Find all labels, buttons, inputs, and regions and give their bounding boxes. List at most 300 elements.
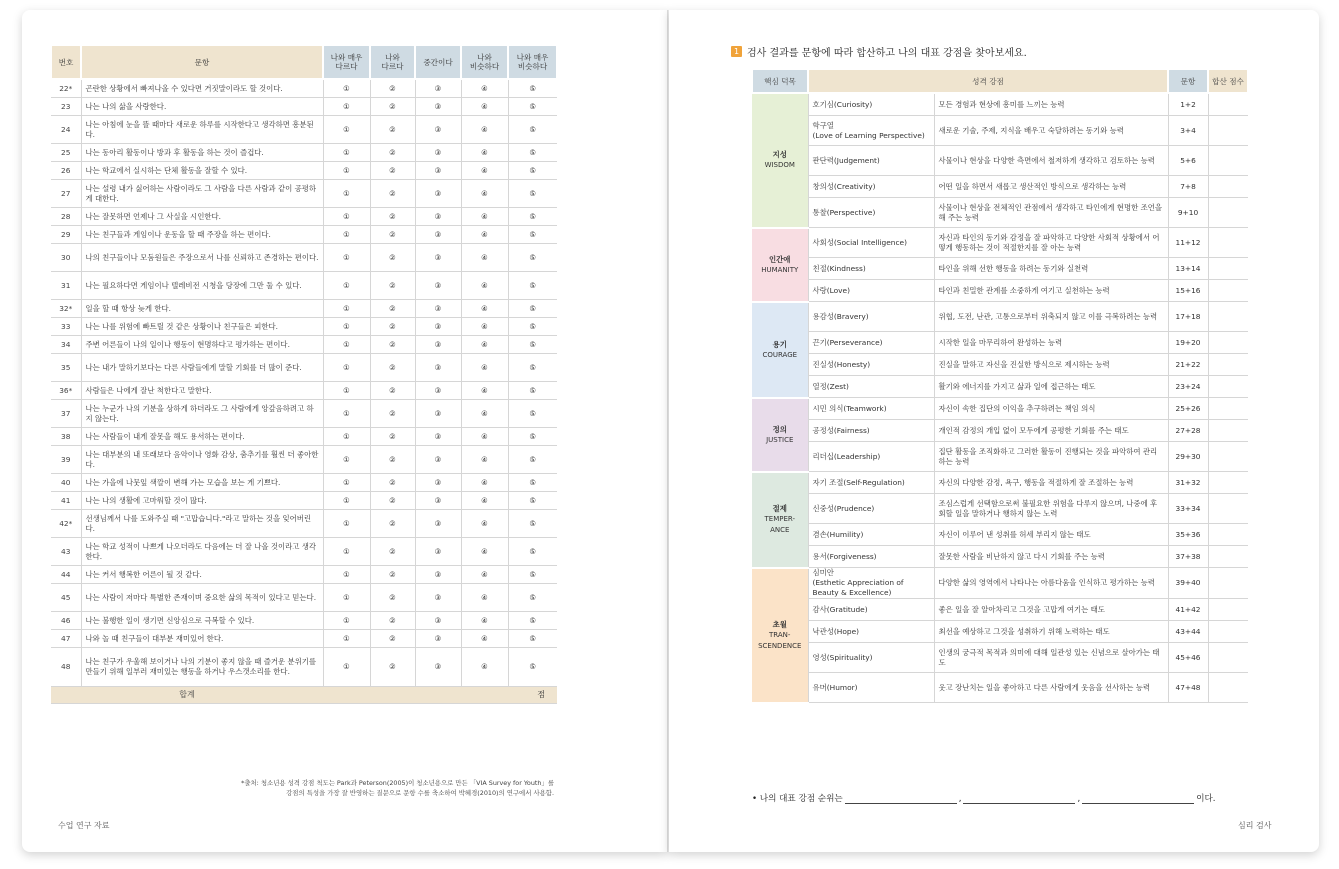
answer-option-1[interactable]: ①: [323, 79, 370, 98]
answer-option-2[interactable]: ②: [370, 318, 415, 336]
strength-description: 모든 경험과 현상에 흥미를 느끼는 능력: [934, 93, 1168, 116]
header-very-different: 나와 매우 다르다: [323, 45, 370, 79]
virtue-name-en: JUSTICE: [766, 435, 794, 444]
strength-row: [752, 302, 1248, 332]
sum-score-cell[interactable]: [1208, 93, 1248, 116]
answer-option-2[interactable]: ②: [370, 116, 415, 144]
sum-score-cell[interactable]: [1208, 398, 1248, 420]
question-row: [51, 584, 557, 612]
question-row: [51, 510, 557, 538]
question-number: 26: [51, 162, 81, 180]
answer-option-3[interactable]: ③: [415, 336, 461, 354]
answer-option-1[interactable]: ①: [323, 446, 370, 474]
strength-name: 진실성(Honesty): [808, 354, 934, 376]
answer-option-1[interactable]: ①: [323, 180, 370, 208]
answer-option-4[interactable]: ④: [461, 382, 508, 400]
answer-option-4[interactable]: ④: [461, 226, 508, 244]
footnote-line-1: *출처: 청소년용 성격 강점 척도는 Park과 Peterson(2005)이 청소년용으로 만든 「VIA Survey for Youth」를: [241, 779, 554, 787]
question-text: 사람들은 나에게 잘난 척한다고 말한다.: [81, 382, 323, 400]
total-score[interactable]: 점: [323, 687, 557, 704]
strength-description: 좋은 일을 잘 알아차리고 그것을 고맙게 여기는 태도: [934, 599, 1168, 621]
sum-score-cell[interactable]: [1208, 621, 1248, 643]
strength-name: 용서(Forgiveness): [808, 546, 934, 568]
sum-score-cell[interactable]: [1208, 198, 1248, 228]
header-similar: 나와 비슷하다: [461, 45, 508, 79]
answer-option-4[interactable]: ④: [461, 474, 508, 492]
strength-row: [752, 546, 1248, 568]
answer-option-5[interactable]: ⑤: [508, 354, 557, 382]
answer-option-1[interactable]: ①: [323, 630, 370, 648]
question-row: [51, 630, 557, 648]
answer-option-2[interactable]: ②: [370, 98, 415, 116]
strength-description: 웃고 장난치는 일을 좋아하고 다른 사람에게 웃음을 선사하는 능력: [934, 673, 1168, 703]
strength-description: 최선을 예상하고 그것을 성취하기 위해 노력하는 태도: [934, 621, 1168, 643]
question-number: 24: [51, 116, 81, 144]
question-text: 일을 할 때 항상 늦게 한다.: [81, 300, 323, 318]
strength-name: 자기 조절(Self-Regulation): [808, 472, 934, 494]
answer-option-2[interactable]: ②: [370, 208, 415, 226]
strength-items: 7+8: [1168, 176, 1208, 198]
answer-option-3[interactable]: ③: [415, 354, 461, 382]
answer-option-5[interactable]: ⑤: [508, 538, 557, 566]
question-row: [51, 162, 557, 180]
answer-option-4[interactable]: ④: [461, 180, 508, 208]
strength-description: 조심스럽게 선택함으로써 불필요한 위험을 다루지 않으며, 나중에 후회할 일을 말하거나 행하지 않는 노력: [934, 494, 1168, 524]
question-text: 나는 친구들과 게임이나 운동을 할 때 주장을 하는 편이다.: [81, 226, 323, 244]
answer-option-1[interactable]: ①: [323, 584, 370, 612]
question-text: 나는 잘못하면 언제나 그 사실을 시인한다.: [81, 208, 323, 226]
strength-items: 17+18: [1168, 302, 1208, 332]
answer-option-4[interactable]: ④: [461, 584, 508, 612]
question-text: 나는 누군가 나의 기분을 상하게 하더라도 그 사람에게 앙갚음하려고 하지 않는다.: [81, 400, 323, 428]
strength-row: [752, 621, 1248, 643]
question-number: 30: [51, 244, 81, 272]
header-different: 나와 다르다: [370, 45, 415, 79]
answer-option-5[interactable]: ⑤: [508, 400, 557, 428]
question-text: 나는 커서 행복한 어른이 될 것 같다.: [81, 566, 323, 584]
answer-option-5[interactable]: ⑤: [508, 318, 557, 336]
answer-option-2[interactable]: ②: [370, 538, 415, 566]
strengths-header-row: [752, 69, 1248, 93]
answer-option-4[interactable]: ④: [461, 510, 508, 538]
answer-option-3[interactable]: ③: [415, 79, 461, 98]
strength-name: 친절(Kindness): [808, 258, 934, 280]
strengths-table: [751, 68, 1249, 704]
question-row: [51, 180, 557, 208]
answer-option-4[interactable]: ④: [461, 162, 508, 180]
strength-name: 감사(Gratitude): [808, 599, 934, 621]
sum-score-cell[interactable]: [1208, 494, 1248, 524]
strength-description: 개인적 감정의 개입 없이 모두에게 공평한 기회를 주는 태도: [934, 420, 1168, 442]
question-row: [51, 336, 557, 354]
answer-option-3[interactable]: ③: [415, 382, 461, 400]
virtue-name-ko: 초월: [772, 619, 787, 629]
question-text: 나는 불행한 일이 생기면 신앙심으로 극복할 수 있다.: [81, 612, 323, 630]
question-text: 선생님께서 나를 도와주실 때 "고맙습니다."라고 말하는 것을 잊어버린다.: [81, 510, 323, 538]
question-row: [51, 300, 557, 318]
answer-option-3[interactable]: ③: [415, 428, 461, 446]
strength-items: 31+32: [1168, 472, 1208, 494]
strength-description: 어떤 일을 하면서 새롭고 생산적인 방식으로 생각하는 능력: [934, 176, 1168, 198]
answer-option-2[interactable]: ②: [370, 630, 415, 648]
questionnaire-header-row: [51, 45, 557, 79]
answer-option-4[interactable]: ④: [461, 648, 508, 687]
question-row: [51, 566, 557, 584]
rank-separator: ,: [1077, 794, 1081, 804]
answer-option-4[interactable]: ④: [461, 400, 508, 428]
question-row: [51, 648, 557, 687]
question-row: [51, 79, 557, 98]
answer-option-3[interactable]: ③: [415, 612, 461, 630]
answer-option-5[interactable]: ⑤: [508, 584, 557, 612]
strength-name: 신중성(Prudence): [808, 494, 934, 524]
strength-description: 자신이 속한 집단의 이익을 추구하려는 책임 의식: [934, 398, 1168, 420]
answer-option-4[interactable]: ④: [461, 492, 508, 510]
answer-option-3[interactable]: ③: [415, 510, 461, 538]
answer-option-1[interactable]: ①: [323, 538, 370, 566]
strength-row: [752, 673, 1248, 703]
strength-items: 37+38: [1168, 546, 1208, 568]
answer-option-2[interactable]: ②: [370, 79, 415, 98]
answer-option-1[interactable]: ①: [323, 428, 370, 446]
strength-name: 리더십(Leadership): [808, 442, 934, 472]
answer-option-4[interactable]: ④: [461, 208, 508, 226]
answer-option-4[interactable]: ④: [461, 566, 508, 584]
answer-option-4[interactable]: ④: [461, 446, 508, 474]
answer-option-5[interactable]: ⑤: [508, 630, 557, 648]
virtue-name-ko: 인간애: [769, 254, 791, 264]
strength-name: 용감성(Bravery): [808, 302, 934, 332]
sum-score-cell[interactable]: [1208, 228, 1248, 258]
answer-option-1[interactable]: ①: [323, 354, 370, 382]
strength-row: [752, 442, 1248, 472]
answer-option-3[interactable]: ③: [415, 272, 461, 300]
answer-option-3[interactable]: ③: [415, 566, 461, 584]
strength-row: [752, 568, 1248, 599]
answer-option-1[interactable]: ①: [323, 648, 370, 687]
answer-option-2[interactable]: ②: [370, 226, 415, 244]
answer-option-2[interactable]: ②: [370, 446, 415, 474]
answer-option-5[interactable]: ⑤: [508, 116, 557, 144]
strength-items: 27+28: [1168, 420, 1208, 442]
virtue-name-ko: 지성: [772, 150, 787, 160]
question-number: 42*: [51, 510, 81, 538]
question-number: 27: [51, 180, 81, 208]
top-strength-ranking: [752, 792, 1216, 804]
question-text: 나는 학교 성적이 나쁘게 나오더라도 다음에는 더 잘 나올 것이라고 생각한다.: [81, 538, 323, 566]
question-text: 나는 가을에 나뭇잎 색깔이 변해 가는 모습을 보는 게 기쁘다.: [81, 474, 323, 492]
strength-description: 다양한 삶의 영역에서 나타나는 아름다움을 인식하고 평가하는 능력: [934, 568, 1168, 599]
question-text: 나는 내가 말하기보다는 다른 사람들에게 말할 기회를 더 많이 준다.: [81, 354, 323, 382]
answer-option-1[interactable]: ①: [323, 474, 370, 492]
strength-items: 3+4: [1168, 116, 1208, 146]
question-row: [51, 318, 557, 336]
strength-row: [752, 258, 1248, 280]
question-number: 36*: [51, 382, 81, 400]
sum-score-cell[interactable]: [1208, 302, 1248, 332]
answer-option-3[interactable]: ③: [415, 180, 461, 208]
sum-score-cell[interactable]: [1208, 546, 1248, 568]
strength-name: 공정성(Fairness): [808, 420, 934, 442]
answer-option-2[interactable]: ②: [370, 144, 415, 162]
answer-option-2[interactable]: ②: [370, 648, 415, 687]
answer-option-3[interactable]: ③: [415, 400, 461, 428]
instruction-number: 1: [731, 46, 742, 57]
sum-score-cell[interactable]: [1208, 420, 1248, 442]
answer-option-5[interactable]: ⑤: [508, 144, 557, 162]
answer-option-5[interactable]: ⑤: [508, 244, 557, 272]
virtue-wisdom: [752, 93, 808, 228]
virtue-name-en: WISDOM: [764, 161, 795, 170]
answer-option-3[interactable]: ③: [415, 116, 461, 144]
question-number: 46: [51, 612, 81, 630]
question-row: [51, 428, 557, 446]
question-row: [51, 538, 557, 566]
answer-option-1[interactable]: ①: [323, 116, 370, 144]
header-character-strength: 성격 강점: [808, 69, 1168, 93]
strength-items: 21+22: [1168, 354, 1208, 376]
virtue-name-en: COURAGE: [762, 350, 798, 359]
question-number: 43: [51, 538, 81, 566]
sum-score-cell[interactable]: [1208, 442, 1248, 472]
virtue-justice: [752, 398, 808, 472]
header-very-similar: 나와 매우 비슷하다: [508, 45, 557, 79]
answer-option-4[interactable]: ④: [461, 79, 508, 98]
sum-score-cell[interactable]: [1208, 280, 1248, 302]
strength-description: 활기와 에너지를 가지고 삶과 일에 접근하는 태도: [934, 376, 1168, 398]
answer-option-5[interactable]: ⑤: [508, 492, 557, 510]
strength-items: 47+48: [1168, 673, 1208, 703]
answer-option-2[interactable]: ②: [370, 492, 415, 510]
answer-option-3[interactable]: ③: [415, 492, 461, 510]
strength-row: [752, 376, 1248, 398]
question-row: [51, 144, 557, 162]
answer-option-3[interactable]: ③: [415, 162, 461, 180]
answer-option-1[interactable]: ①: [323, 162, 370, 180]
answer-option-4[interactable]: ④: [461, 612, 508, 630]
answer-option-1[interactable]: ①: [323, 400, 370, 428]
question-text: 나는 사람들이 내게 잘못을 해도 용서하는 편이다.: [81, 428, 323, 446]
strength-items: 45+46: [1168, 643, 1208, 673]
answer-option-3[interactable]: ③: [415, 474, 461, 492]
answer-option-5[interactable]: ⑤: [508, 98, 557, 116]
answer-option-3[interactable]: ③: [415, 630, 461, 648]
answer-option-2[interactable]: ②: [370, 244, 415, 272]
answer-option-5[interactable]: ⑤: [508, 79, 557, 98]
question-text: 나는 나의 생활에 고마워할 것이 많다.: [81, 492, 323, 510]
question-number: 22*: [51, 79, 81, 98]
virtue-courage: [752, 302, 808, 398]
rank-blank-3[interactable]: [1082, 794, 1194, 804]
sum-score-cell[interactable]: [1208, 146, 1248, 176]
answer-option-5[interactable]: ⑤: [508, 510, 557, 538]
answer-option-5[interactable]: ⑤: [508, 428, 557, 446]
answer-option-1[interactable]: ①: [323, 98, 370, 116]
answer-option-5[interactable]: ⑤: [508, 180, 557, 208]
strength-row: [752, 599, 1248, 621]
answer-option-4[interactable]: ④: [461, 538, 508, 566]
answer-option-5[interactable]: ⑤: [508, 474, 557, 492]
sum-score-cell[interactable]: [1208, 568, 1248, 599]
answer-option-1[interactable]: ①: [323, 566, 370, 584]
answer-option-2[interactable]: ②: [370, 382, 415, 400]
question-row: [51, 272, 557, 300]
strength-items: 29+30: [1168, 442, 1208, 472]
answer-option-2[interactable]: ②: [370, 300, 415, 318]
rank-blank-1[interactable]: [845, 794, 957, 804]
answer-option-2[interactable]: ②: [370, 180, 415, 208]
answer-option-1[interactable]: ①: [323, 318, 370, 336]
answer-option-3[interactable]: ③: [415, 538, 461, 566]
answer-option-5[interactable]: ⑤: [508, 300, 557, 318]
strength-row: [752, 643, 1248, 673]
question-number: 47: [51, 630, 81, 648]
answer-option-2[interactable]: ②: [370, 612, 415, 630]
question-text: 나는 대부분의 내 또래보다 음악이나 영화 감상, 춤추기를 훨씬 더 좋아한다.: [81, 446, 323, 474]
sum-score-cell[interactable]: [1208, 176, 1248, 198]
answer-option-1[interactable]: ①: [323, 244, 370, 272]
sum-score-cell[interactable]: [1208, 354, 1248, 376]
strength-name: 호기심(Curiosity): [808, 93, 934, 116]
answer-option-3[interactable]: ③: [415, 648, 461, 687]
sum-score-cell[interactable]: [1208, 524, 1248, 546]
answer-option-2[interactable]: ②: [370, 428, 415, 446]
virtue-name-en: TEMPER- ANCE: [764, 515, 795, 534]
sum-score-cell[interactable]: [1208, 673, 1248, 703]
answer-option-5[interactable]: ⑤: [508, 566, 557, 584]
answer-option-2[interactable]: ②: [370, 400, 415, 428]
answer-option-2[interactable]: ②: [370, 162, 415, 180]
answer-option-4[interactable]: ④: [461, 336, 508, 354]
answer-option-3[interactable]: ③: [415, 300, 461, 318]
answer-option-1[interactable]: ①: [323, 272, 370, 300]
strength-row: [752, 116, 1248, 146]
question-row: [51, 116, 557, 144]
question-number: 44: [51, 566, 81, 584]
sum-score-cell[interactable]: [1208, 472, 1248, 494]
sum-score-cell[interactable]: [1208, 599, 1248, 621]
answer-option-1[interactable]: ①: [323, 226, 370, 244]
left-page-label: 수업 연구 자료: [58, 821, 110, 830]
answer-option-1[interactable]: ①: [323, 382, 370, 400]
answer-option-2[interactable]: ②: [370, 336, 415, 354]
answer-option-3[interactable]: ③: [415, 318, 461, 336]
question-row: [51, 400, 557, 428]
header-neutral: 중간이다: [415, 45, 461, 79]
answer-option-2[interactable]: ②: [370, 584, 415, 612]
answer-option-5[interactable]: ⑤: [508, 382, 557, 400]
answer-option-1[interactable]: ①: [323, 510, 370, 538]
strength-row: [752, 93, 1248, 116]
strength-row: [752, 472, 1248, 494]
answer-option-5[interactable]: ⑤: [508, 272, 557, 300]
question-row: [51, 244, 557, 272]
strength-description: 인생의 궁극적 목적과 의미에 대해 일관성 있는 신념으로 살아가는 태도: [934, 643, 1168, 673]
answer-option-3[interactable]: ③: [415, 208, 461, 226]
virtue-name-ko: 용기: [772, 339, 787, 349]
header-core-virtue: 핵심 덕목: [752, 69, 808, 93]
strength-description: 잘못한 사람을 비난하지 않고 다시 기회를 주는 능력: [934, 546, 1168, 568]
answer-option-1[interactable]: ①: [323, 300, 370, 318]
answer-option-4[interactable]: ④: [461, 428, 508, 446]
answer-option-5[interactable]: ⑤: [508, 336, 557, 354]
rank-blank-2[interactable]: [963, 794, 1075, 804]
answer-option-3[interactable]: ③: [415, 244, 461, 272]
answer-option-1[interactable]: ①: [323, 208, 370, 226]
sum-score-cell[interactable]: [1208, 332, 1248, 354]
answer-option-5[interactable]: ⑤: [508, 226, 557, 244]
answer-option-2[interactable]: ②: [370, 354, 415, 382]
sum-score-cell[interactable]: [1208, 643, 1248, 673]
question-number: 31: [51, 272, 81, 300]
strength-row: [752, 228, 1248, 258]
question-text: 나는 나의 삶을 사랑한다.: [81, 98, 323, 116]
answer-option-4[interactable]: ④: [461, 272, 508, 300]
strength-items: 13+14: [1168, 258, 1208, 280]
answer-option-5[interactable]: ⑤: [508, 446, 557, 474]
strength-row: [752, 176, 1248, 198]
answer-option-5[interactable]: ⑤: [508, 648, 557, 687]
strength-row: [752, 280, 1248, 302]
answer-option-4[interactable]: ④: [461, 244, 508, 272]
answer-option-5[interactable]: ⑤: [508, 208, 557, 226]
answer-option-2[interactable]: ②: [370, 474, 415, 492]
strength-row: [752, 354, 1248, 376]
answer-option-3[interactable]: ③: [415, 144, 461, 162]
answer-option-4[interactable]: ④: [461, 144, 508, 162]
strength-row: [752, 146, 1248, 176]
answer-option-4[interactable]: ④: [461, 300, 508, 318]
answer-option-3[interactable]: ③: [415, 584, 461, 612]
strength-name: 사랑(Love): [808, 280, 934, 302]
answer-option-5[interactable]: ⑤: [508, 162, 557, 180]
question-number: 39: [51, 446, 81, 474]
answer-option-2[interactable]: ②: [370, 272, 415, 300]
answer-option-1[interactable]: ①: [323, 492, 370, 510]
strength-items: 5+6: [1168, 146, 1208, 176]
questionnaire-table: [50, 44, 558, 704]
answer-option-2[interactable]: ②: [370, 510, 415, 538]
question-number: 41: [51, 492, 81, 510]
answer-option-1[interactable]: ①: [323, 144, 370, 162]
question-text: 나는 나를 위험에 빠트릴 것 같은 상황이나 친구들은 피한다.: [81, 318, 323, 336]
question-number: 28: [51, 208, 81, 226]
answer-option-4[interactable]: ④: [461, 116, 508, 144]
answer-option-4[interactable]: ④: [461, 354, 508, 382]
header-sum-score: 합산 점수: [1208, 69, 1248, 93]
answer-option-5[interactable]: ⑤: [508, 612, 557, 630]
answer-option-2[interactable]: ②: [370, 566, 415, 584]
question-text: 나는 아침에 눈을 뜰 때마다 새로운 하루를 시작한다고 생각하면 흥분된다.: [81, 116, 323, 144]
answer-option-1[interactable]: ①: [323, 612, 370, 630]
strength-items: 9+10: [1168, 198, 1208, 228]
answer-option-3[interactable]: ③: [415, 446, 461, 474]
answer-option-3[interactable]: ③: [415, 98, 461, 116]
sum-score-cell[interactable]: [1208, 116, 1248, 146]
answer-option-4[interactable]: ④: [461, 630, 508, 648]
sum-score-cell[interactable]: [1208, 258, 1248, 280]
answer-option-4[interactable]: ④: [461, 98, 508, 116]
sum-score-cell[interactable]: [1208, 376, 1248, 398]
answer-option-1[interactable]: ①: [323, 336, 370, 354]
strength-description: 자신의 다양한 감정, 욕구, 행동을 적절하게 잘 조절하는 능력: [934, 472, 1168, 494]
question-row: [51, 446, 557, 474]
strength-items: 1+2: [1168, 93, 1208, 116]
answer-option-3[interactable]: ③: [415, 226, 461, 244]
answer-option-4[interactable]: ④: [461, 318, 508, 336]
question-text: 나는 친구가 우울해 보이거나 나의 기분이 좋지 않을 때 즐거운 분위기를 만들기 위해 일부러 재미있는 행동을 하거나 우스갯소리를 한다.: [81, 648, 323, 687]
strength-name: 판단력(Judgement): [808, 146, 934, 176]
